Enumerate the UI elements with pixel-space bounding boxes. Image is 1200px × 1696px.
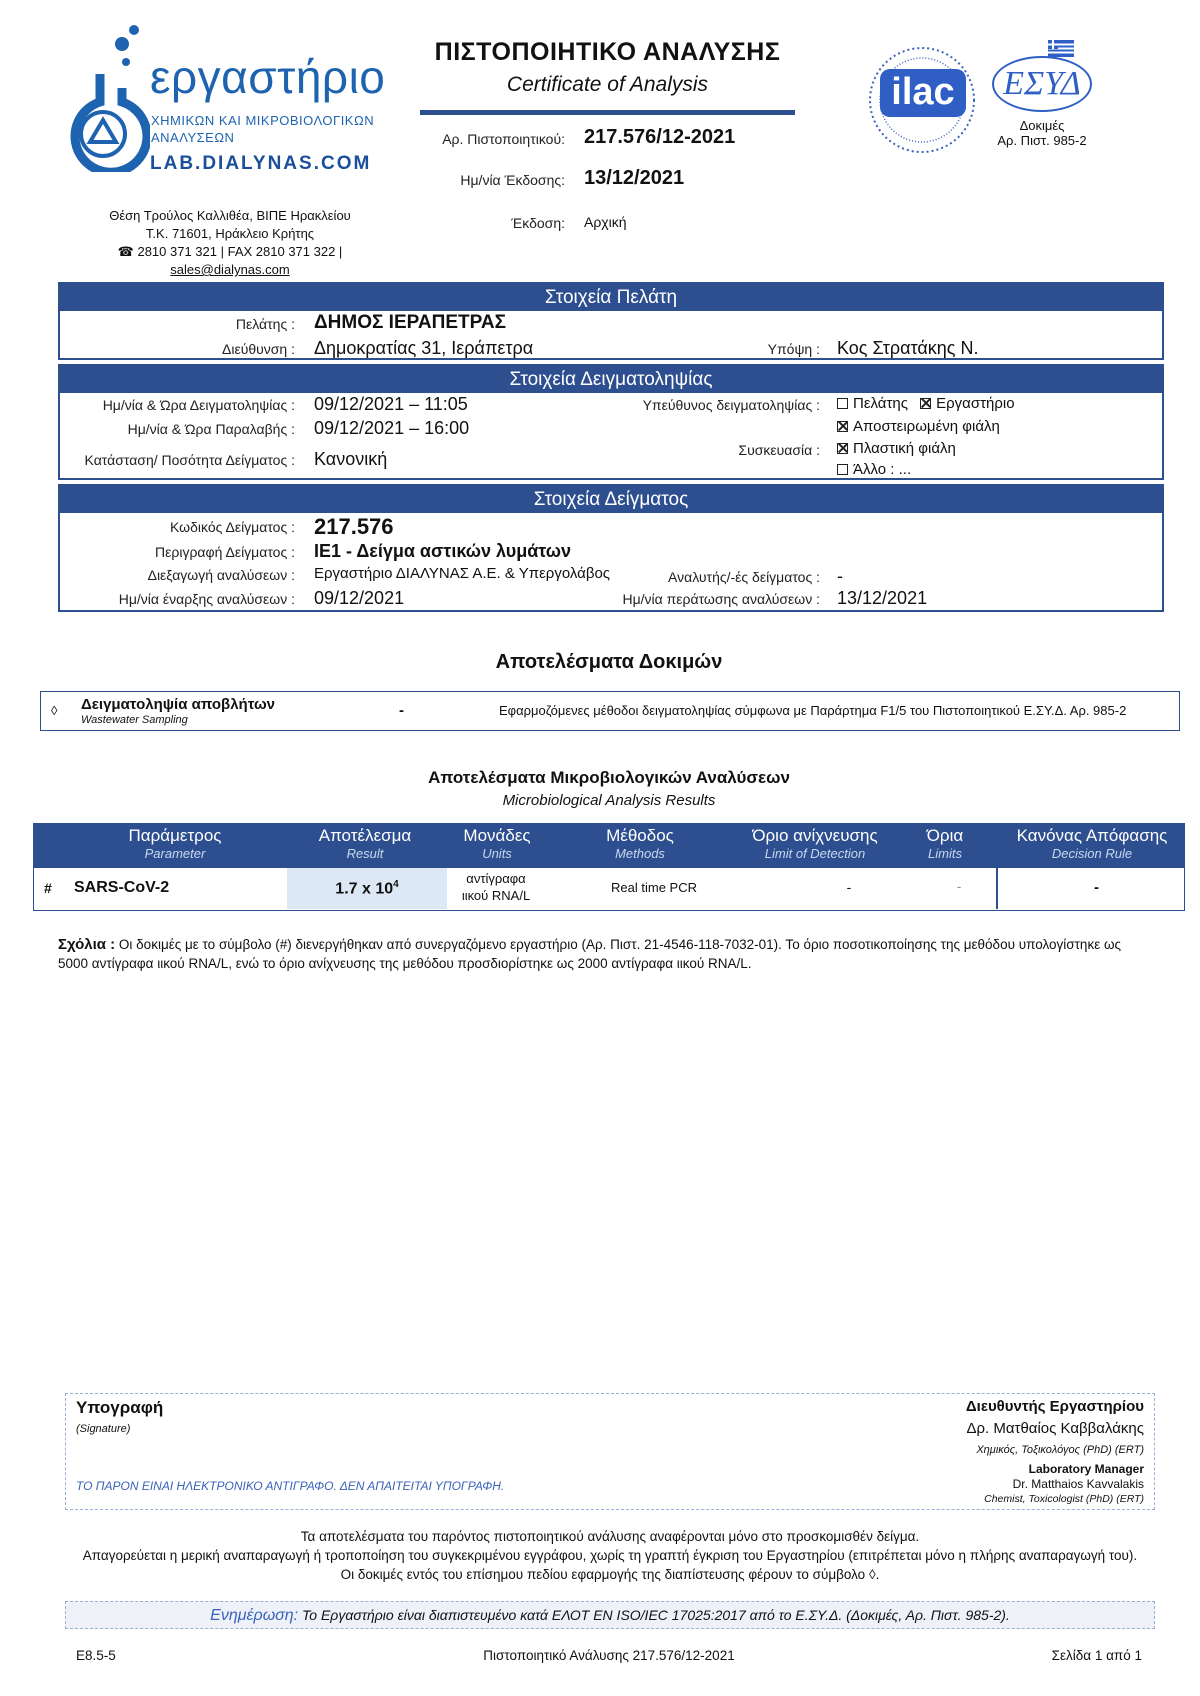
esyd-cert-no: Αρ. Πιστ. 985-2 [997,133,1087,148]
email-link[interactable]: sales@dialynas.com [170,262,290,277]
micro-title-en: Microbiological Analysis Results [502,792,716,809]
responsible-options [837,395,1015,412]
issue-date-label: Ημ/νία Έκδοσης: [460,172,565,188]
result-exponent: 4 [393,879,399,890]
sampling-section-title: Στοιχεία Δειγματοληψίας [60,366,1162,393]
sample-condition: Κανονική [314,449,388,469]
notice-text: Το Εργαστήριο είναι διαπιστευμένο κατά ΕΛΟΤ ΕΝ ISO/IEC 17025:2017 από το Ε.ΣΥ.Δ. (Δοκιμές, Αρ. Πιστ. 985-2). [302,1607,1010,1623]
page-number: Σελίδα 1 από 1 [1051,1648,1142,1663]
micro-title-gr: Αποτελέσματα Μικροβιολογικών Αναλύσεων [428,768,790,787]
certificate-title-en: Certificate of Analysis [506,73,709,96]
test-item-en: Wastewater Sampling [81,714,188,726]
micro-table-row [33,868,1185,911]
edition: Αρχική [584,214,627,230]
electronic-copy-note: ΤΟ ΠΑΡΟΝ ΕΙΝΑΙ ΗΛΕΚΤΡΟΝΙΚΟ ΑΝΤΙΓΡΑΦΟ. ΔΕΝ ΑΠΑΙΤΕΙΤΑΙ ΥΠΟΓΡΑΦΗ. [76,1479,505,1493]
footer-line-3: Οι δοκιμές εντός του επίσημου πεδίου εφαρμογής της διαπίστευσης φέρουν το σύμβολο ◊. [340,1567,880,1582]
checkbox-other[interactable] [837,464,848,475]
signature-label: Υπογραφή [76,1398,164,1417]
decision-rule-value: - [1094,879,1099,896]
test-item-value: - [399,702,404,719]
subcontract-mark: # [44,880,52,896]
analyst: - [837,566,843,586]
director-name: Δρ. Ματθαίος Καββαλάκης [966,1420,1144,1437]
opt-lab: Εργαστήριο [936,395,1015,412]
address-line-1: Θέση Τρούλος Καλλιθέα, ΒΙΠΕ Ηρακλείου [109,208,351,223]
lab-contact [60,207,400,279]
greek-flag-icon [1048,40,1074,57]
client-attn: Κος Στρατάκης Ν. [837,338,979,358]
signature-box [65,1393,1155,1510]
comments-text: Οι δοκιμές με το σύμβολο (#) διενεργήθηκαν από συνεργαζόμενο εργαστήριο (Αρ. Πιστ. 21-4546-118-7032-01). Το όριο ποσοτικοποίησης της μεθόδου υπολογίστηκε ως 5000 αντίγραφα ιικού RNA/L, ενώ το όριο ανίχνευσης της μεθόδου προσδιορίστηκε ως 2000 αντίγραφα ιικού RNA/L. [58,937,1122,971]
row-divider [996,868,998,909]
test-item-note: Εφαρμοζόμενες μέθοδοι δειγματοληψίας σύμφωνα με Παράρτημα F1/5 του Πιστοποιητικού Ε.ΣΥ.Δ. Αρ. 985-2 [499,703,1127,718]
th-decision-rule: Κανόνας Απόφασης Decision Rule [1016,826,1168,861]
comments [58,935,1138,973]
test-results-title: Αποτελέσματα Δοκιμών [495,651,723,673]
manager-role: Chemist, Toxicologist (PhD) (ERT) [984,1493,1144,1505]
th-parameter: Παράμετρος Parameter [128,826,222,861]
title-rule [420,110,795,115]
sample-code-label: Κωδικός Δείγματος : [170,519,295,535]
sample-desc-label: Περιγραφή Δείγματος : [155,544,295,560]
attn-label: Υπόψη : [767,341,820,357]
opt-plastic: Πλαστική φιάλη [853,440,956,457]
th-units: Μονάδες Units [463,826,531,861]
notice-label: Ενημέρωση: [210,1607,299,1624]
condition-label: Κατάσταση/ Ποσότητα Δείγματος : [84,452,295,468]
receipt-datetime: 09/12/2021 – 16:00 [314,418,470,438]
receipt-label: Ημ/νία & Ώρα Παραλαβής : [127,421,295,437]
footer-line-1: Τα αποτελέσματα του παρόντος πιστοποιητικού ανάλυσης αναφέρονται μόνο στο προσκομισθέν δείγμα. [300,1529,920,1544]
client-label: Πελάτης : [235,316,295,332]
sample-desc: ΙΕ1 - Δείγμα αστικών λυμάτων [314,541,572,561]
footer-disclaimer [40,1527,1180,1584]
pack-opt-other-row [837,461,911,478]
checkbox-lab[interactable] [920,398,931,409]
ilac-wordmark: ilac [880,69,966,117]
accreditation-notice [65,1601,1155,1629]
opt-sterile: Αποστειρωμένη φιάλη [853,418,1000,435]
manager-title: Laboratory Manager [1028,1462,1144,1476]
doc-reference: Πιστοποιητικό Ανάλυσης 217.576/12-2021 [483,1648,735,1663]
analyst-label: Αναλυτής/-ές δείγματος : [668,569,820,585]
start-date-label: Ημ/νία έναρξης αναλύσεων : [118,591,295,607]
performed-label: Διεξαγωγή αναλύσεων : [147,567,295,583]
client-section-title: Στοιχεία Πελάτη [60,284,1162,311]
method-value: Real time PCR [611,880,697,895]
lab-subtitle-1: ΧΗΜΙΚΩΝ ΚΑΙ ΜΙΚΡΟΒΙΟΛΟΓΙΚΩΝ [151,113,375,128]
sample-code: 217.576 [314,514,394,539]
test-item-gr: Δειγματοληψία αποβλήτων [81,696,276,713]
lab-website[interactable]: LAB.DIALYNAS.COM [150,153,372,174]
pack-opt-sterile-row [837,418,1000,435]
lod-value: - [846,879,852,895]
client-address: Δημοκρατίας 31, Ιεράπετρα [314,338,534,358]
edition-label: Έκδοση: [511,215,565,231]
certificate-title-block [420,38,795,97]
checkbox-sterile[interactable] [837,421,848,432]
cert-number-label: Αρ. Πιστοποιητικού: [442,131,565,147]
sampling-datetime: 09/12/2021 – 11:05 [314,394,468,414]
units-value: αντίγραφα ιικού RNA/L [461,871,531,903]
cert-number: 217.576/12-2021 [584,126,736,148]
comments-label: Σχόλια : [58,936,116,953]
th-method: Μέθοδος Methods [606,826,674,861]
lab-name: εργαστήριο [150,51,386,103]
sample-section-title: Στοιχεία Δείγματος [60,486,1162,513]
flask-icon [60,22,150,172]
checkbox-plastic[interactable] [837,443,848,454]
director-title: Διευθυντής Εργαστηρίου [965,1398,1144,1415]
limits-value: - [956,879,962,894]
esyd-wordmark: ΕΣΥΔ [992,56,1092,112]
phone: ☎ 2810 371 321 [117,244,217,259]
footer-line-2: Απαγορεύεται η μερική αναπαραγωγή ή τροποποίηση του συγκεκριμένου εγγράφου, χωρίς τη γραπτή έγκριση του Εργαστηρίου (επιτρέπεται μόνο η πλήρης αναπαραγωγή του). [82,1548,1138,1563]
th-lod: Όριο ανίχνευσης Limit of Detection [752,826,878,861]
lab-subtitle-2: ΑΝΑΛΥΣΕΩΝ [151,130,235,145]
client-name: ΔΗΜΟΣ ΙΕΡΑΠΕΤΡΑΣ [314,312,506,333]
end-date-label: Ημ/νία περάτωσης αναλύσεων : [622,591,820,607]
checkbox-client[interactable] [837,398,848,409]
manager-name: Dr. Matthaios Kavvalakis [1012,1477,1144,1491]
start-date: 09/12/2021 [314,588,405,608]
performed-by: Εργαστήριο ΔΙΑΛΥΝΑΣ Α.Ε. & Υπεργολάβος [314,565,611,582]
fax: | FAX 2810 371 322 | [220,244,343,259]
packaging-label: Συσκευασία : [738,442,820,458]
director-role: Χημικός, Τοξικολόγος (PhD) (ERT) [976,1444,1144,1456]
esyd-tests: Δοκιμές [1019,118,1065,133]
issue-date: 13/12/2021 [584,167,685,189]
address-label: Διεύθυνση : [221,341,295,357]
doc-code: Ε8.5-5 [76,1648,116,1663]
signature-label-en: (Signature) [76,1423,131,1435]
address-line-2: Τ.Κ. 71601, Ηράκλειο Κρήτης [145,226,315,241]
opt-client: Πελάτης [853,395,908,412]
sampling-datetime-label: Ημ/νία & Ώρα Δειγματοληψίας : [102,397,295,413]
th-limits: Όρια Limits [926,826,964,861]
responsible-label: Υπεύθυνος δειγματοληψίας : [642,397,820,413]
opt-other: Άλλο : ... [853,461,912,478]
certificate-title-gr: ΠΙΣΤΟΠΟΙΗΤΙΚΟ ΑΝΑΛΥΣΗΣ [434,38,781,66]
pack-opt-plastic-row [837,440,956,457]
th-result: Αποτέλεσμα Result [318,826,412,861]
contact-line [60,243,400,279]
test-results-row [40,691,1180,731]
result-value: 1.7 x $10^4$ [335,879,399,898]
end-date: 13/12/2021 [837,588,928,608]
param-name: SARS-CoV-2 [74,879,170,896]
accreditation-marker: ◊ [51,703,58,718]
